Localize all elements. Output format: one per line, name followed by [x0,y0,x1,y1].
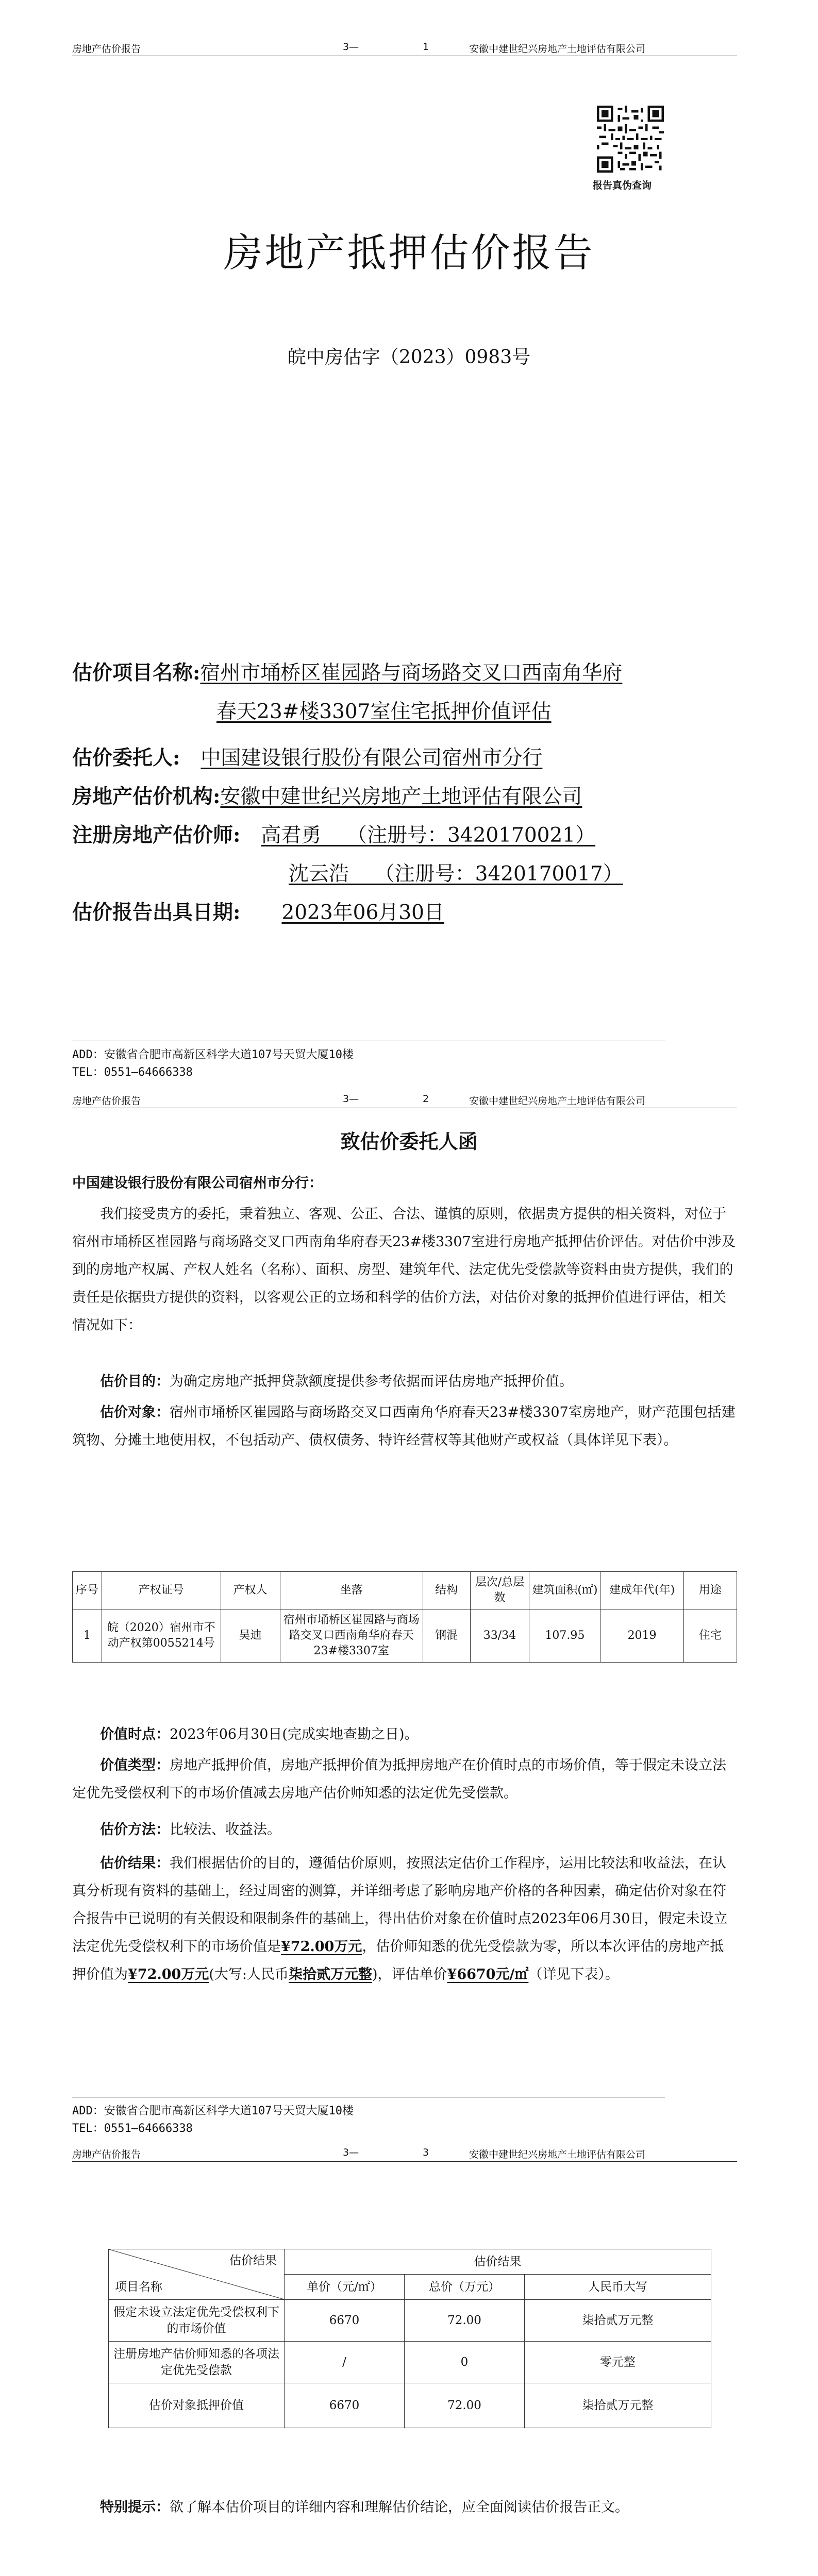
corner-header-bottom: 项目名称 [115,2280,162,2294]
agency-value: 安徽中建世纪兴房地产土地评估有限公司 [220,785,582,808]
special-note [72,2494,737,2521]
result-market-value: ¥72.00万元 [281,1939,362,1955]
letter-intro: 我们接受贵方的委托，秉着独立、客观、公正、合法、谨慎的原则，依据贵方提供的相关资料，对位于宿州市埇桥区崔园路与商场路交叉口西南角华府春天23#楼3307室进行房地产抵押估价评估。对估价中涉及到的房地产权属、产权人姓名（名称）、面积、房型、建筑年代、法定优先受偿款等资料由贵方提供，我们的责任是依据贵方提供的资料，以客观公正的立场和科学的估价方法，对估价对象的抵押价值进行评估，相关情况如下： [72,1206,736,1333]
table-cell: 1 [73,1609,102,1663]
letter-addressee: 中国建设银行股份有限公司宿州市分行： [72,1175,323,1191]
note-text: 欲了解本估价项目的详细内容和理解估价结论，应全面阅读估价报告正文。 [170,2499,629,2515]
table-cell: 33/34 [470,1609,529,1663]
page-header [72,1092,737,1108]
table-cell: 107.95 [529,1609,600,1663]
value-type-label: 价值类型： [100,1757,170,1773]
header-title: 房地产估价报告 [72,1095,141,1107]
header-company: 安徽中建世纪兴房地产土地评估有限公司 [469,1095,646,1107]
result-mortgage-value: ¥72.00万元 [128,1967,209,1982]
letter-value-date [72,1721,737,1749]
header-page-sub: 2 [423,1093,429,1105]
appraiser-row-2 [289,858,623,887]
client-row [72,742,542,771]
table-header-row [109,2249,711,2275]
letter-purpose [72,1368,737,1396]
project-name-row [72,657,622,686]
appraiser-label: 注册房地产估价师: [72,823,241,847]
result-unit-price: ¥6670元/㎡ [447,1967,529,1982]
page-footer [72,2097,665,2138]
table-header: 建成年代(年) [600,1572,683,1609]
row-unit: 6670 [285,2383,405,2428]
letter-object [72,1399,737,1454]
result-text-5: （详见下表）。 [528,1967,619,1982]
object-text: 宿州市埇桥区崔园路与商场路交叉口西南角华府春天23#楼3307室房地产，财产范围包括建筑物、分摊土地使用权，不包括动产、债权债务、特许经营权等其他财产或权益（具体详见下表）。 [72,1404,736,1448]
qr-caption: 报告真伪查询 [593,180,652,191]
page-header [72,40,737,56]
row-unit: / [285,2342,405,2383]
table-cell: 皖（2020）宿州市不动产权第0055214号 [102,1609,221,1663]
footer-address: ADD：安徽省合肥市高新区科学大道107号天贸大厦10楼 [72,1048,354,1061]
client-value: 中国建设银行股份有限公司宿州市分行 [201,747,543,770]
agency-label: 房地产估价机构: [72,785,221,808]
report-number: 皖中房估字（2023）0983号 [287,347,531,368]
header-company: 安徽中建世纪兴房地产土地评估有限公司 [469,43,646,55]
footer-tel: TEL：0551—64666338 [72,2122,193,2135]
result-text-4: )，评估单价 [372,1967,447,1982]
project-name-row-2 [216,696,552,724]
header-page-number: 3— [343,41,359,53]
appraiser-row [72,819,595,848]
qr-code-icon[interactable] [597,106,664,173]
row-name: 估价对象抵押价值 [109,2383,285,2428]
page-footer [72,1041,665,1081]
header-page-number: 3— [343,2147,359,2158]
row-total: 0 [405,2342,525,2383]
letter-result [72,1850,737,1989]
table-header: 产权证号 [102,1572,221,1609]
report-title: 房地产抵押估价报告 [223,230,595,276]
row-unit: 6670 [285,2300,405,2342]
row-upper: 零元整 [525,2342,711,2383]
value-date-text: 2023年06月30日(完成实地查勘之日)。 [170,1726,419,1742]
project-name-label: 估价项目名称: [72,661,201,685]
table-header: 用途 [683,1572,737,1609]
project-name-value: 宿州市埇桥区崔园路与商场路交叉口西南角华府 [200,662,623,685]
appraiser-2: 沈云浩 （注册号：3420170017） [289,862,623,886]
agency-row [72,781,582,809]
header-title: 房地产估价报告 [72,2149,141,2160]
client-label: 估价委托人: [72,746,180,770]
object-label: 估价对象： [100,1404,170,1420]
note-label: 特别提示： [100,2499,170,2515]
value-date-label: 价值时点： [100,1726,170,1742]
letter-method [72,1816,737,1844]
col-total-header: 总价（万元） [405,2275,525,2300]
letter-title: 致估价委托人函 [340,1130,478,1153]
header-company: 安徽中建世纪兴房地产土地评估有限公司 [469,2149,646,2160]
table-cell: 钢混 [423,1609,470,1663]
row-name: 注册房地产估价师知悉的各项法定优先受偿款 [109,2342,285,2383]
result-label: 估价结果： [100,1855,170,1871]
table-header: 建筑面积(㎡) [529,1572,600,1609]
date-row [72,896,444,925]
table-row [109,2300,711,2342]
row-name: 假定未设立法定优先受偿权利下的市场价值 [109,2300,285,2342]
purpose-text: 为确定房地产抵押贷款额度提供参考依据而评估房地产抵押价值。 [170,1374,573,1389]
project-name-value-2: 春天23#楼3307室住宅抵押价值评估 [216,700,552,723]
row-upper: 柒拾贰万元整 [525,2300,711,2342]
table-header: 层次/总层数 [470,1572,529,1609]
result-summary-table [108,2249,711,2428]
table-row [73,1609,737,1663]
purpose-label: 估价目的： [100,1374,170,1389]
result-text-2: ，估价师知悉的优先受偿款为零，所以本次评估的房地产抵押价值为 [72,1939,724,1982]
header-page-sub: 1 [423,41,429,53]
method-text: 比较法、收益法。 [170,1822,281,1838]
table-cell: 2019 [600,1609,683,1663]
page-header [72,2146,737,2162]
property-table [72,1571,737,1663]
value-type-text: 房地产抵押价值，房地产抵押价值为抵押房地产在价值时点的市场价值，等于假定未设立法定优先受偿权利下的市场价值减去房地产估价师知悉的法定优先受偿款。 [72,1757,726,1801]
date-label: 估价报告出具日期: [72,901,241,924]
table-cell: 吴迪 [221,1609,280,1663]
result-text-3: (大写:人民币 [209,1967,289,1982]
footer-address: ADD：安徽省合肥市高新区科学大道107号天贸大厦10楼 [72,2105,354,2117]
table-cell: 住宅 [683,1609,737,1663]
header-page-sub: 3 [423,2147,429,2158]
footer-tel: TEL：0551—64666338 [72,1066,193,1079]
result-upper: 柒拾贰万元整 [288,1967,372,1982]
table-header: 坐落 [280,1572,423,1609]
table-header: 产权人 [221,1572,280,1609]
table-header-row [73,1572,737,1609]
table-header: 序号 [73,1572,102,1609]
result-text-1: 我们根据估价的目的，遵循估价原则，按照法定估价工作程序，运用比较法和收益法，在认真分析现有资料的基础上，经过周密的测算，并详细考虑了影响房地产价格的各种因素，确定估价对象在符合报告中已说明的有关假设和限制条件的基础上，得出估价对象在价值时点2023年06月30日，假定未设立法定优先受偿权利下的市场价值是 [72,1855,728,1955]
row-total: 72.00 [405,2300,525,2342]
corner-header-cell [109,2249,285,2300]
corner-header-top: 估价结果 [229,2254,277,2267]
table-header: 结构 [423,1572,470,1609]
appraiser-1: 高君勇 （注册号：3420170021） [261,824,596,847]
group-header: 估价结果 [285,2249,711,2275]
letter-value-type [72,1752,737,1807]
row-total: 72.00 [405,2383,525,2428]
table-row [109,2342,711,2383]
date-value: 2023年06月30日 [281,901,444,924]
col-upper-header: 人民币大写 [525,2275,711,2300]
col-unit-header: 单价（元/㎡） [285,2275,405,2300]
method-label: 估价方法： [100,1822,170,1838]
header-title: 房地产估价报告 [72,43,141,55]
header-page-number: 3— [343,1093,359,1105]
table-row [109,2383,711,2428]
table-cell: 宿州市埇桥区崔园路与商场路交叉口西南角华府春天23#楼3307室 [280,1609,423,1663]
row-upper: 柒拾贰万元整 [525,2383,711,2428]
